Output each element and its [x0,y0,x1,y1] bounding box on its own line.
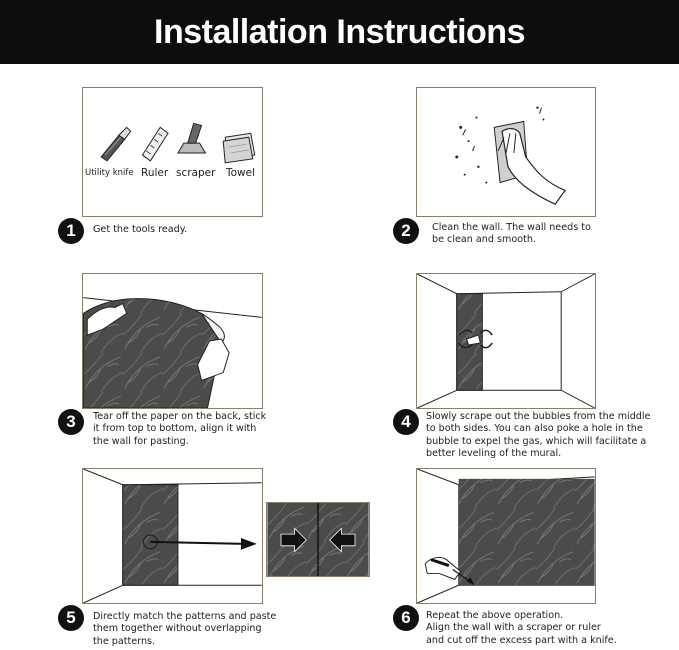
title-banner [0,0,679,64]
step-5-line: them together without overlapping [93,623,262,635]
step-2-caption [432,222,632,247]
tool-label-scraper: scraper [176,167,216,179]
step-6-number: 6 [393,605,419,631]
step-1-number: 1 [58,218,84,244]
step-4-line: bubble to expel the gas, which will facilitate a [426,435,647,447]
step-1-line: Get the tools ready. [93,224,188,235]
step-5-number: 5 [58,605,84,631]
step-6-line: and cut off the excess part with a knife. [426,634,617,646]
step-5-line: Directly match the patterns and paste [93,611,277,622]
step-5-caption [93,611,293,648]
step-2-number: 2 [393,218,419,244]
tools-panel [82,87,263,217]
ruler-icon [142,127,168,160]
tool-label-knife: Utility knife [85,168,134,178]
step-4-line: better leveling of the mural. [426,448,562,460]
step-4-line: Slowly scrape out the bubbles from the middle [426,411,651,422]
clean-wall-panel [416,87,596,217]
step-6-line: Align the wall with a scraper or ruler [426,622,601,634]
step-3-line: the wall for pasting. [93,435,189,447]
step-3-number: 3 [58,409,84,435]
step-4-number: 4 [393,409,419,435]
step-3-line: Tear off the paper on the back, stick [93,411,267,422]
step-2-line: Clean the wall. The wall needs to [432,222,591,233]
hand-with-towel-icon [494,121,565,204]
step-2-line: be clean and smooth. [432,234,536,246]
arrow-right-icon [241,538,257,550]
step-5-line: the patterns. [93,635,156,647]
page-title: Installation Instructions [154,12,525,51]
stick-paper-panel [82,273,263,409]
trim-excess-panel [416,468,596,604]
step-3-line: it from top to bottom, align it with [93,423,257,435]
towel-icon [223,133,255,163]
step-6-line: Repeat the above operation. [426,610,564,621]
step-4-caption [426,411,676,461]
seam-zoom-panel [266,502,370,577]
tool-label-ruler: Ruler [141,167,169,179]
match-patterns-panel [82,468,263,604]
scrape-bubbles-panel [416,273,596,409]
tool-label-towel: Towel [226,167,256,179]
mural-wall [459,479,595,585]
scraper-icon [178,123,206,153]
step-1-caption [93,224,263,236]
hand-with-knife-icon [425,557,460,579]
step-6-caption [426,610,676,647]
utility-knife-icon [101,127,131,160]
step-4-line: to both sides. You can also poke a hole in the [426,423,643,435]
step-3-caption [93,411,293,448]
